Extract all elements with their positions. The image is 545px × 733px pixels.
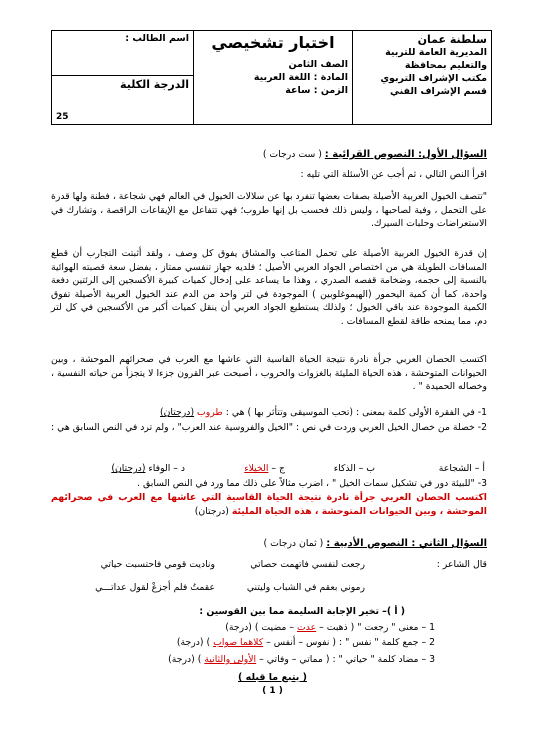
class-line: الصف الثامن: [288, 59, 348, 70]
option-a: أ – الشجاعة: [438, 463, 485, 474]
page-number: ( 1 ): [262, 686, 283, 696]
s2-prefix: 2 – جمع كلمة " نفس " : ( نفوس – أنفس –: [266, 637, 435, 648]
class-info: [198, 58, 348, 97]
poet-label: قال الشاعر :: [436, 559, 487, 570]
q1-marks: ( ست درجات ): [262, 149, 322, 160]
s1-answer: عدت: [296, 622, 317, 633]
subject-line: المادة : اللغة العربية: [253, 72, 348, 83]
q1-item-3: 3- "للبيئة دور في تشكيل سمات الخيل " ، اضرب مثالاً على ذلك مما ورد في النص السابق .: [137, 478, 487, 489]
option-b: ب – الذكاء: [333, 463, 375, 474]
q2-item-3: [168, 654, 435, 665]
total-label: الدرجة الكلية: [120, 78, 189, 91]
item1-answer: طروب: [197, 407, 223, 418]
verse-2-first-hemistich: رموني بعقم في الشباب وليتني: [246, 582, 365, 593]
s1-prefix: 1 – معنى " رجعت " ( ذهبت –: [319, 622, 435, 633]
header-table: [51, 30, 492, 125]
q2-heading: السؤال الثاني : النصوص الأدبية :: [326, 538, 487, 549]
total-value: 25: [56, 112, 69, 122]
continued-note: ( يتبع ما قبله ): [238, 672, 307, 683]
title-block: [194, 31, 353, 125]
student-name-label: اسم الطالب :: [125, 33, 189, 44]
option-d-text: د – الوفاء: [148, 463, 185, 474]
option-c-letter: ج –: [271, 463, 285, 474]
q2-item-2: [177, 637, 435, 648]
s2-suffix: ) (درجة): [176, 637, 211, 648]
q2-item-1: [225, 622, 435, 633]
exam-title: اختبار تشخيصي: [211, 33, 335, 52]
q2-subheading: ( أ )– تخير الإجابة السليمة مما بين القوسين :: [199, 606, 405, 617]
q2-heading-line: [51, 537, 487, 551]
s3-answer: الأولى والثانية: [204, 654, 257, 665]
q1-heading-line: [51, 148, 487, 162]
q1-instruction: اقرأ النص التالي ، ثم أجب عن الأسئلة التي تليه :: [300, 169, 487, 180]
student-name-cell[interactable]: [52, 31, 194, 76]
q1-heading: السؤال الأول: النصوص القرائية :: [324, 149, 487, 160]
q1-paragraph-1: "تتصف الخيول العربية الأصيلة بصفات بعضها تنفرد بها عن سلالات الخيول في العالم فهي شجاعة ، فطنة ولها قدرة على التحمل ، وفية لصاحبها ، وليس ذلك فحسب بل إنها طروب؛ فهي تتفاعل مع الإيقاعات الراقصة ، وتشارك في الاستعراضات وحلبات السيرك.: [50, 191, 487, 229]
authority-line: مكتب الإشراف التربوي: [380, 73, 487, 84]
authority-line: المديرية العامة للتربية والتعليم بمحافظة: [385, 47, 487, 71]
verse-2-second-hemistich: عقمتُ فلم أجزعْ لقول عداتـــي: [95, 582, 215, 593]
total-label-cell: [95, 76, 194, 125]
authority-block: [353, 31, 492, 125]
total-value-cell: [52, 76, 96, 125]
item3-mark: (درجتان): [194, 505, 229, 517]
s3-prefix: 3 – مضاد كلمة " حياتي " : ( مماتي – وفاتي –: [259, 654, 435, 665]
s3-suffix: ) (درجة): [168, 654, 202, 665]
verse-1-first-hemistich: رجعت لنفسي فاتهمت حصاتي: [250, 559, 365, 570]
q1-paragraph-3: اكتسب الحصان العربي جرأة نادرة نتيجة الحياة القاسية التي عاشها مع العرب في صحرائهم الموحشة ، وبين الحيوانات المتوحشة ، هذه الحياة المليئة بالغزوات والحروب ، أصبحت عبر القرون جزءا لا يتجزأ من حياته النفسية ، وخصاله الحميدة " .: [51, 354, 487, 392]
time-line: الزمن : ساعة: [285, 85, 348, 96]
authority-line: قسم الإشراف الفني: [390, 86, 487, 97]
item1-text: 1- في الفقرة الأولى كلمة بمعنى : (تحب الموسيقى وتتأثر بها ) هي :: [225, 407, 487, 418]
q1-item-2: 2- خصلة من خصال الخيل العربي وردت في نص : "الخيل والفروسية عند العرب" ، ولم ترد في النص السابق هي :: [51, 422, 487, 433]
q1-paragraph-2: إن قدرة الخيول العربية الأصيلة على تحمل المتاعب والمشاق يفوق كل وصف ، ولقد أثبتت التجارب أن قطع المسافات الطويلة هي من اختصاص الجواد العربي الأصيل ؛ فلديه جهاز تنفسي ممتاز ، بفضل سعة قصبته الهوائية بالنسبة إلى حجمه، وضخامة قفصه الصدري ، وهذا ما يساعد على إدخال كميات كبيرة الأكسجين إلى الرئتين دفعة واحدة، كما أن كمية اليحمور (الهيموغلوبين ) الموجودة في لتر واحد من الدم عند الخيول العربية الأصيلة تفوق الكمية الموجودة عند باقي الخيول ؛ ولذلك يستطيع الجواد العربي أن ينقل كميات أكبر من الأكسجين في كل لتر دم، مما يمنحه طاقة لقطع المسافات .: [51, 248, 487, 327]
verse-1-second-hemistich: وناديت قومي فاحتسبت حياتي: [100, 559, 215, 570]
s2-answer: كلاهما صواب: [213, 637, 264, 648]
option-c: [244, 463, 285, 474]
item2-answer: الخيلاء: [244, 463, 269, 474]
option-d: [111, 463, 185, 474]
q1-item-1: [51, 406, 487, 420]
q1-item-3-answer-block: [51, 491, 487, 518]
item1-mark: (درجتان): [159, 407, 195, 418]
q2-marks: ( ثمان درجات ): [263, 538, 324, 549]
item2-mark: (درجتان): [111, 463, 146, 474]
s1-suffix: – مضيت ) (درجة): [225, 622, 294, 633]
authority-line: سلطنة عمان: [417, 33, 487, 46]
item3-answer: اكتسب الحصان العربي جرأة نادرة نتيجة الحياة القاسية التي عاشها مع العرب في صحرائهم الموحشة ، وبين الحيوانات المتوحشة ، هذه الحياة المليئة: [51, 492, 487, 517]
